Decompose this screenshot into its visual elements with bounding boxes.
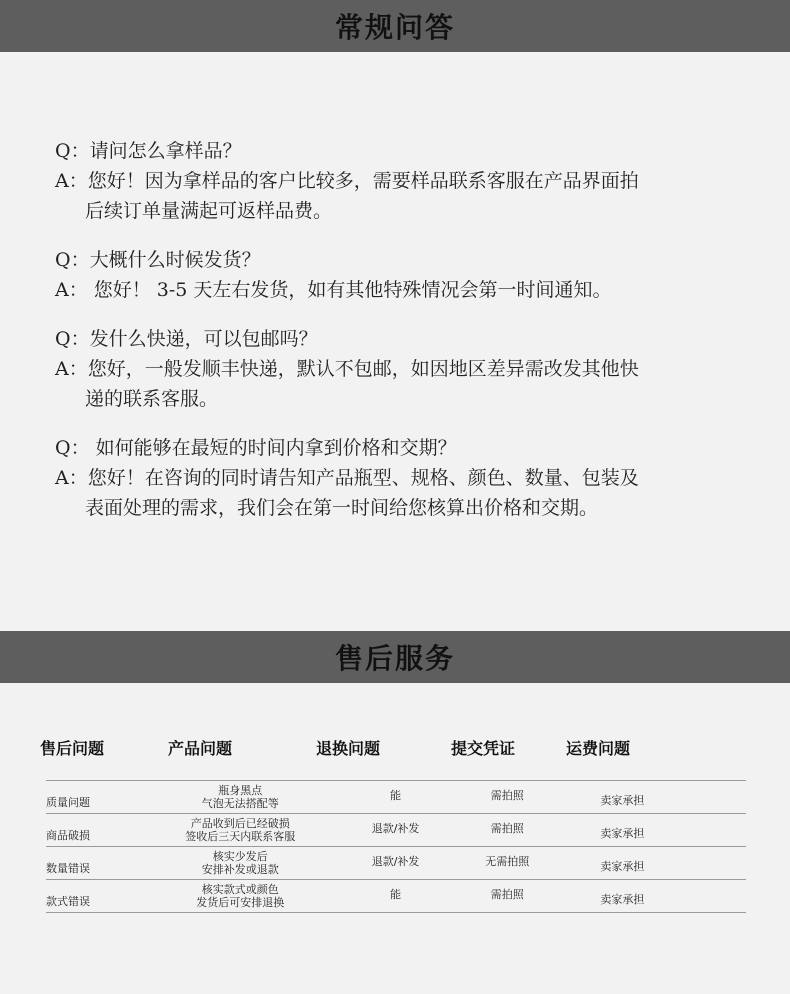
cell-shipping: 卖家承担 <box>600 859 645 873</box>
cell-product <box>133 784 347 810</box>
cell-exchange: 退款/补发 <box>371 854 420 868</box>
cell-exchange: 能 <box>390 887 402 901</box>
service-section-title: 售后服务 <box>334 642 455 675</box>
after-sales-table <box>40 730 746 909</box>
table-row <box>46 813 746 846</box>
faq-section-title: 常规问答 <box>334 11 455 44</box>
cell-shipping: 卖家承担 <box>600 826 645 840</box>
cell-product <box>133 850 347 876</box>
cell-shipping: 卖家承担 <box>600 892 645 906</box>
cell-product-line2: 安排补发或退款 <box>201 863 279 876</box>
cell-product-line1: 核实少发后 <box>212 850 268 863</box>
header-exchange: 退换问题 <box>316 738 381 758</box>
cell-exchange: 能 <box>390 788 402 802</box>
cell-product-line1: 产品收到后已经破损 <box>190 817 290 830</box>
cell-product-line2: 签收后三天内联系客服 <box>185 830 296 843</box>
faq-item <box>55 433 785 523</box>
faq-item <box>55 245 785 305</box>
cell-proof: 需拍照 <box>490 887 524 901</box>
cell-product <box>133 817 347 843</box>
cell-proof: 需拍照 <box>490 821 524 835</box>
faq-answer-continued: 表面处理的需求，我们会在第一时间给您核算出价格和交期。 <box>85 497 599 519</box>
header-proof: 提交凭证 <box>451 738 516 758</box>
faq-item <box>55 136 785 226</box>
cell-product-line1: 核实款式或颜色 <box>201 883 279 896</box>
cell-shipping: 卖家承担 <box>600 793 645 807</box>
cell-product-line2: 发货后可安排退换 <box>196 896 285 909</box>
faq-question: Q：发什么快递，可以包邮吗？ <box>55 328 318 350</box>
faq-question: Q：请问怎么拿样品？ <box>55 140 242 162</box>
faq-answer: A：您好！因为拿样品的客户比较多，需要样品联系客服在产品界面拍 <box>55 170 639 192</box>
faq-question: Q： 如何能够在最短的时间内拿到价格和交期？ <box>55 437 457 459</box>
cell-issue: 商品破损 <box>46 828 90 842</box>
table-row <box>46 879 746 913</box>
faq-item <box>55 324 785 414</box>
faq-list <box>55 136 785 523</box>
faq-answer: A：您好，一般发顺丰快递，默认不包邮，如因地区差异需改发其他快 <box>55 358 639 380</box>
faq-answer: A： 您好！ 3-5 天左右发货，如有其他特殊情况会第一时间通知。 <box>55 279 612 301</box>
faq-answer: A：您好！在咨询的同时请告知产品瓶型、规格、颜色、数量、包装及 <box>55 467 639 489</box>
cell-exchange: 退款/补发 <box>371 821 420 835</box>
cell-proof: 需拍照 <box>490 788 524 802</box>
cell-issue: 数量错误 <box>46 861 90 875</box>
table-row <box>46 846 746 879</box>
table-row <box>46 780 746 813</box>
cell-issue: 质量问题 <box>46 795 90 809</box>
cell-issue: 款式错误 <box>46 894 90 908</box>
cell-product-line2: 气泡无法搭配等 <box>201 797 279 810</box>
cell-product-line1: 瓶身黑点 <box>218 784 263 797</box>
table-header-row <box>40 730 746 764</box>
header-issue: 售后问题 <box>40 738 105 758</box>
service-section-banner <box>0 631 790 683</box>
table-body <box>46 780 746 913</box>
faq-answer-continued: 后续订单量满起可返样品费。 <box>85 200 333 222</box>
cell-proof: 无需拍照 <box>485 854 530 868</box>
faq-question: Q：大概什么时候发货？ <box>55 249 261 271</box>
cell-product <box>133 883 347 909</box>
faq-section-banner <box>0 0 790 52</box>
header-shipping: 运费问题 <box>566 738 631 758</box>
header-product: 产品问题 <box>168 738 233 758</box>
faq-answer-continued: 递的联系客服。 <box>85 388 219 410</box>
